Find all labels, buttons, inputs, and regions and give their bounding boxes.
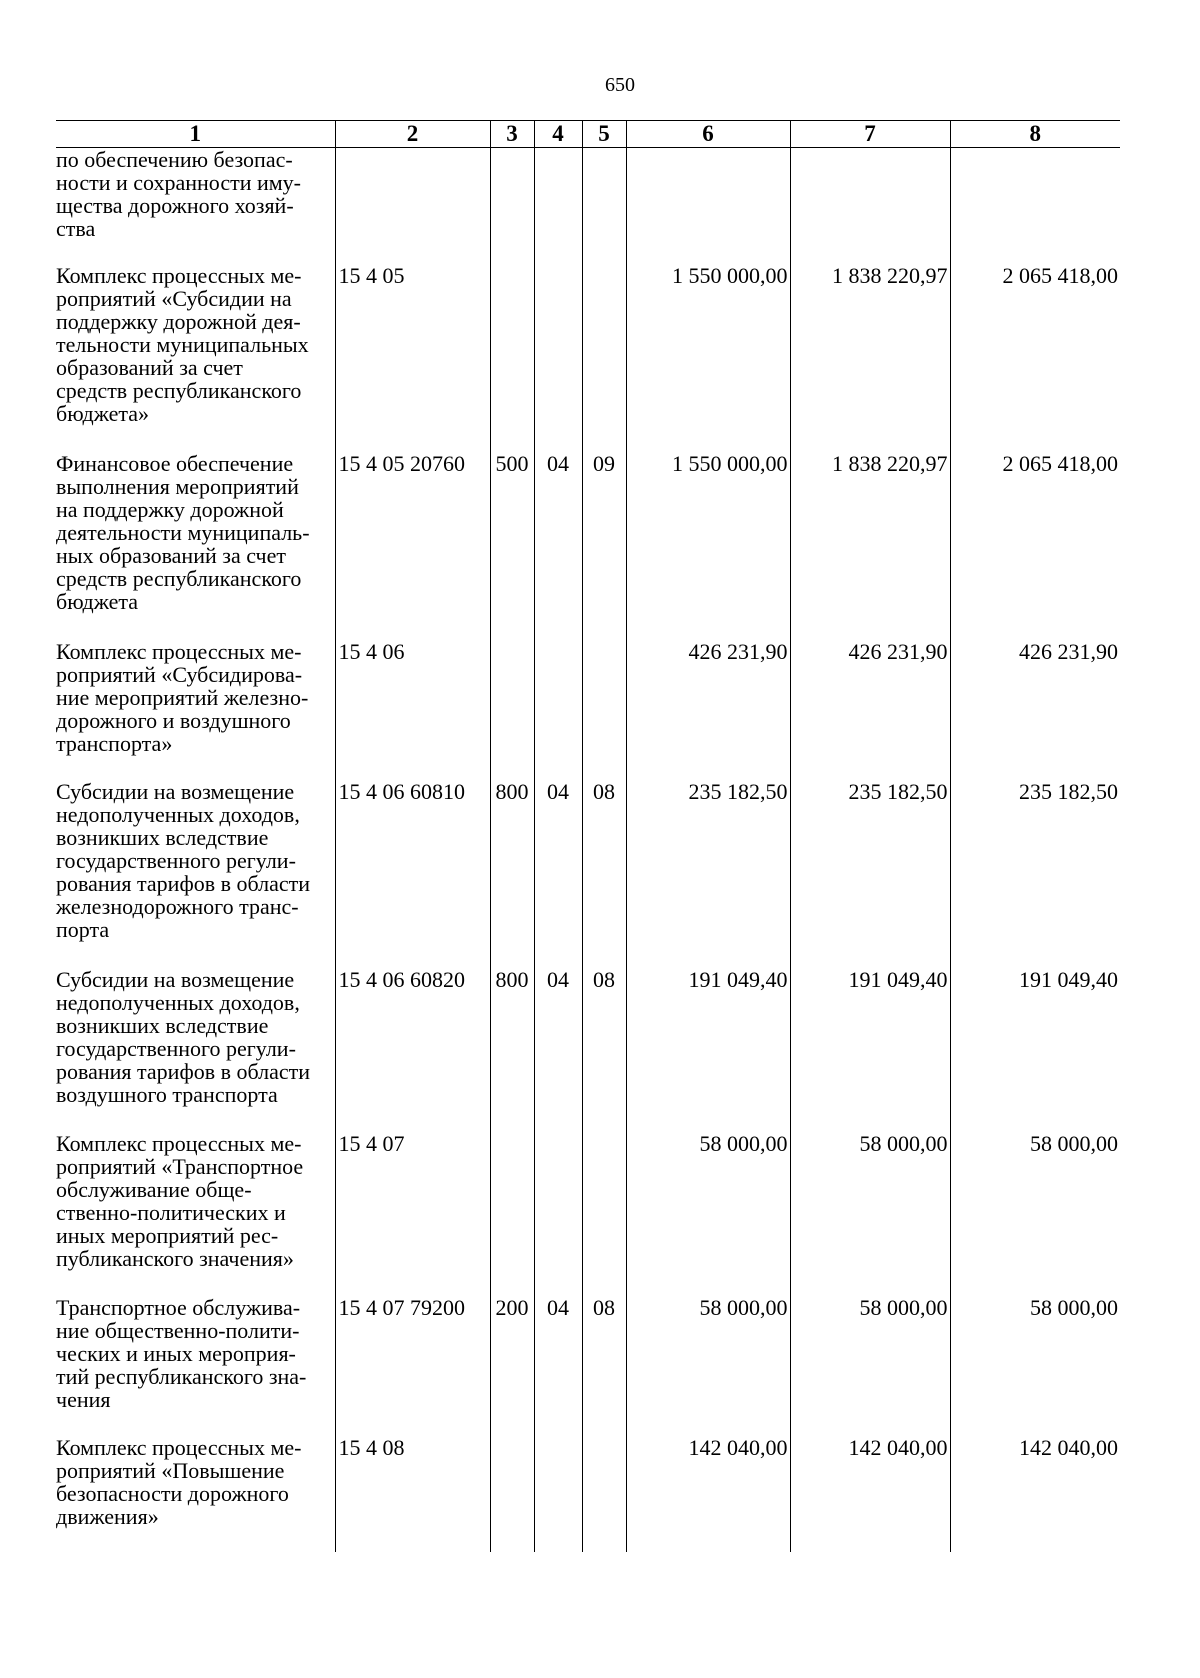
row-col-5 [582,640,626,780]
row-name: Субсидии на возмещение недополученных доходов, возникших вследствие государственного регули- рования тарифов в области воздушного транспорта [56,966,311,1107]
row-col-4: 04 [534,1296,582,1436]
row-name: Комплекс процессных ме- роприятий «Субсидии на поддержку дорожной дея- тельности муниципальных образований за счет средств республиканского бюджета» [56,263,309,427]
header-col-2: 2 [335,121,490,148]
row-value-7: 191 049,40 [790,968,950,1132]
row-value-7: 58 000,00 [790,1132,950,1296]
row-col-4 [534,1436,582,1552]
header-col-8: 8 [950,121,1120,148]
table-row [56,1132,1120,1296]
row-value-8: 191 049,40 [950,968,1120,1132]
header-col-5: 5 [582,121,626,148]
page-number: 650 [605,74,635,96]
row-value-7: 1 838 220,97 [790,264,950,452]
row-code: 15 4 05 [335,264,490,452]
row-code: 15 4 06 60820 [335,968,490,1132]
table-row [56,264,1120,452]
row-value-8: 58 000,00 [950,1296,1120,1436]
row-value-8: 426 231,90 [950,640,1120,780]
row-col-4 [534,1132,582,1296]
row-col-3 [490,264,534,452]
row-col-3 [490,148,534,265]
row-value-8: 142 040,00 [950,1436,1120,1552]
row-col-4 [534,264,582,452]
table-row [56,1296,1120,1436]
row-name: Комплекс процессных ме- роприятий «Субсидирова- ние мероприятий железно- дорожного и воздушного транспорта» [56,638,309,756]
row-code: 15 4 07 79200 [335,1296,490,1436]
row-col-4: 04 [534,452,582,640]
row-value-6: 58 000,00 [626,1132,790,1296]
row-code: 15 4 07 [335,1132,490,1296]
row-value-6: 191 049,40 [626,968,790,1132]
row-value-8: 58 000,00 [950,1132,1120,1296]
table-row [56,968,1120,1132]
row-col-5: 08 [582,780,626,968]
row-code: 15 4 05 20760 [335,452,490,640]
row-code: 15 4 06 60810 [335,780,490,968]
row-code [335,148,490,265]
row-name: Транспортное обслужива- ние общественно-полити- ческих и иных мероприя- тий республиканского зна- чения [56,1294,307,1412]
table-row [56,1436,1120,1552]
row-col-4: 04 [534,968,582,1132]
row-col-4 [534,640,582,780]
header-col-1: 1 [56,121,335,148]
row-value-7: 1 838 220,97 [790,452,950,640]
table-row [56,640,1120,780]
row-col-5 [582,1132,626,1296]
row-name: Финансовое обеспечение выполнения мероприятий на поддержку дорожной деятельности муниципаль- ных образований за счет средств республиканского бюджета [56,451,310,615]
row-value-7 [790,148,950,265]
row-col-5: 09 [582,452,626,640]
row-col-5 [582,264,626,452]
row-value-8 [950,148,1120,265]
row-value-6: 1 550 000,00 [626,264,790,452]
row-col-3: 500 [490,452,534,640]
row-col-3: 800 [490,780,534,968]
row-value-7: 142 040,00 [790,1436,950,1552]
row-name: Комплекс процессных ме- роприятий «Транспортное обслуживание обще- ственно-политических и иных мероприятий рес- публиканского значения» [56,1130,304,1271]
row-value-7: 58 000,00 [790,1296,950,1436]
row-col-5: 08 [582,1296,626,1436]
row-col-5 [582,148,626,265]
header-col-6: 6 [626,121,790,148]
table-header-row [56,121,1120,148]
row-col-4 [534,148,582,265]
row-value-8: 2 065 418,00 [950,452,1120,640]
row-col-3 [490,1132,534,1296]
row-value-6: 1 550 000,00 [626,452,790,640]
table-row [56,780,1120,968]
budget-table [56,120,1120,1552]
table-row [56,452,1120,640]
row-col-3: 800 [490,968,534,1132]
row-value-8: 235 182,50 [950,780,1120,968]
row-value-6 [626,148,790,265]
row-value-6: 426 231,90 [626,640,790,780]
row-name: Субсидии на возмещение недополученных доходов, возникших вследствие государственного регули- рования тарифов в области железнодорожного транс- порта [56,778,311,942]
row-value-6: 235 182,50 [626,780,790,968]
row-col-3 [490,640,534,780]
row-col-4: 04 [534,780,582,968]
row-value-6: 142 040,00 [626,1436,790,1552]
row-code: 15 4 08 [335,1436,490,1552]
row-code: 15 4 06 [335,640,490,780]
header-col-7: 7 [790,121,950,148]
row-col-5 [582,1436,626,1552]
row-name: Комплекс процессных ме- роприятий «Повышение безопасности дорожного движения» [56,1434,302,1529]
row-value-7: 426 231,90 [790,640,950,780]
row-col-3: 200 [490,1296,534,1436]
header-col-3: 3 [490,121,534,148]
row-value-6: 58 000,00 [626,1296,790,1436]
row-name: по обеспечению безопас- ности и сохранности иму- щества дорожного хозяй- ства [56,147,301,241]
row-col-3 [490,1436,534,1552]
row-value-7: 235 182,50 [790,780,950,968]
row-col-5: 08 [582,968,626,1132]
header-col-4: 4 [534,121,582,148]
row-value-8: 2 065 418,00 [950,264,1120,452]
table-row [56,148,1120,265]
